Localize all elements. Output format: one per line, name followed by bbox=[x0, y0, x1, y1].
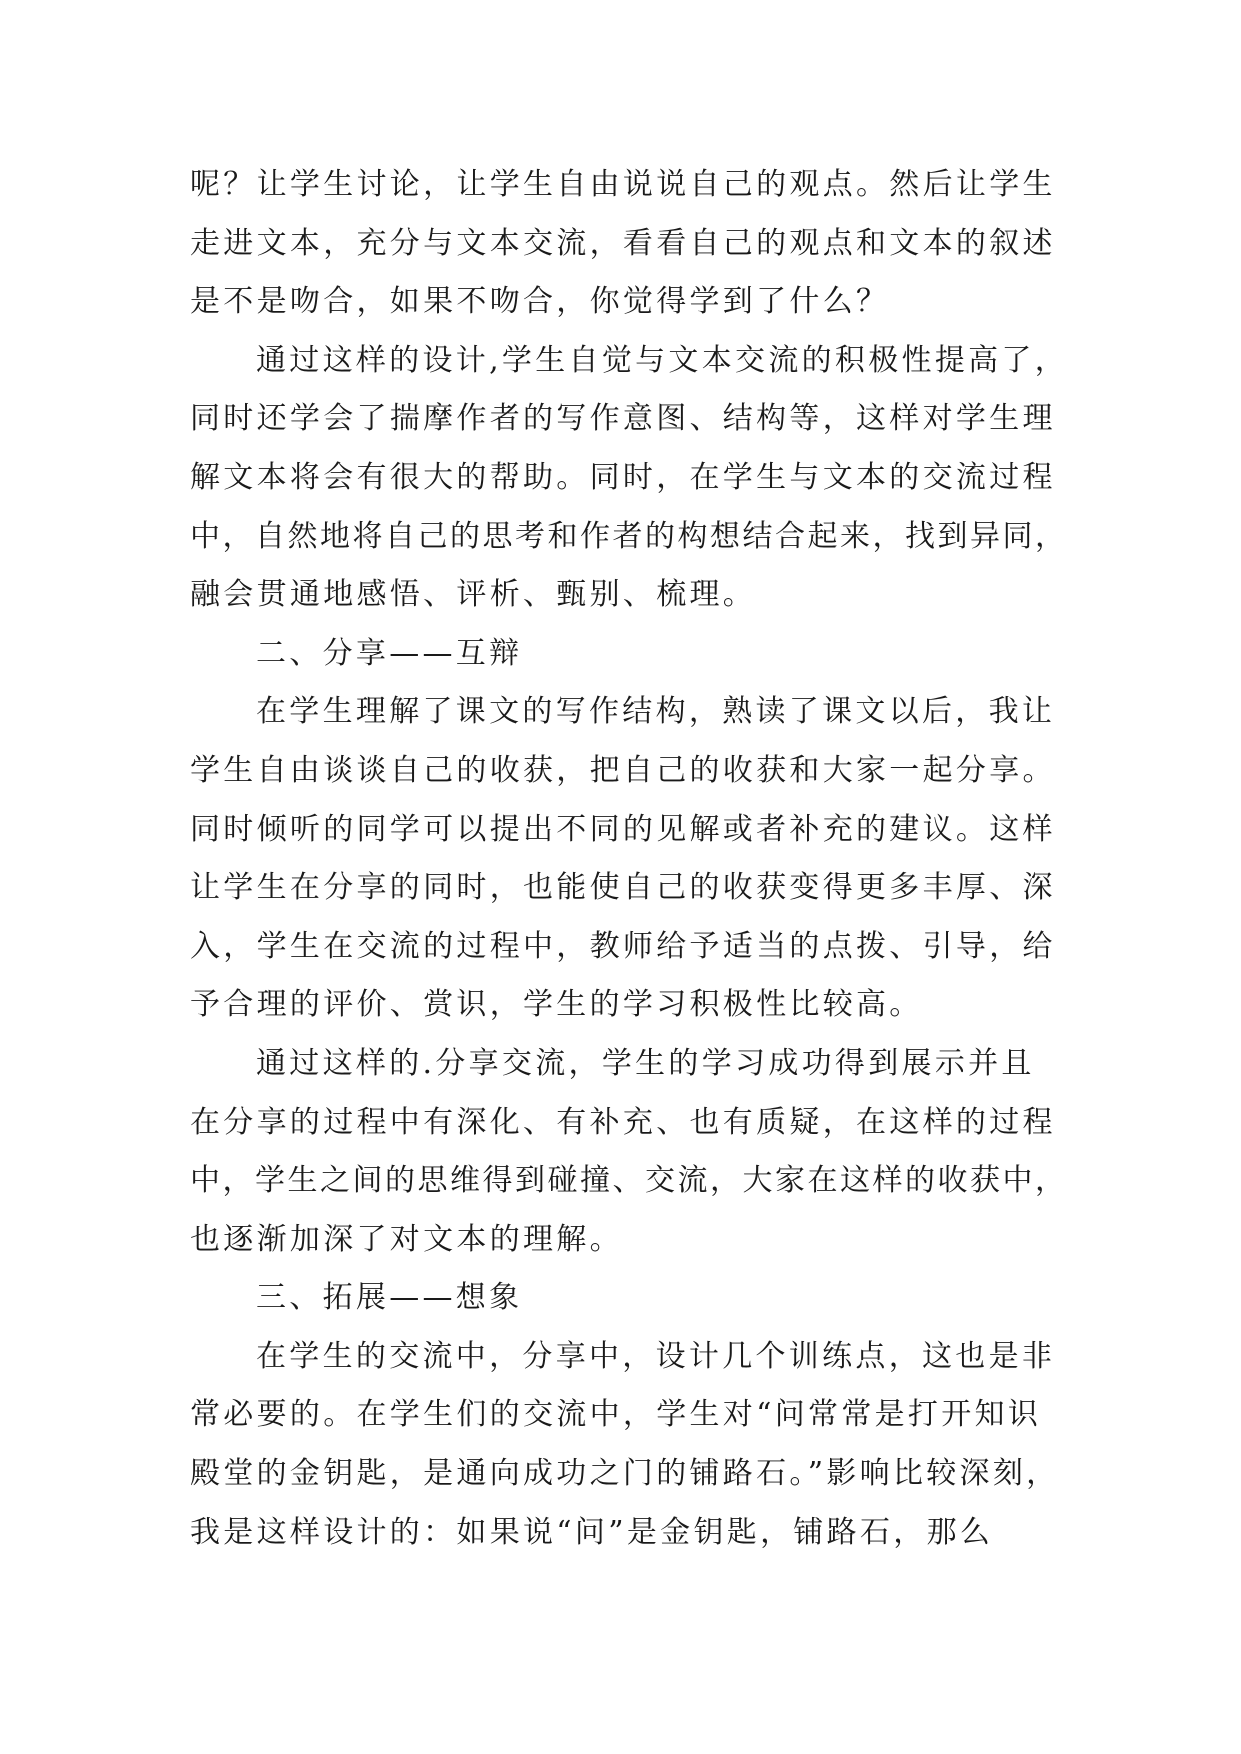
text-line: 予合理的评价、赏识，学生的学习积极性比较高。 bbox=[190, 987, 923, 1023]
text-line: 是不是吻合，如果不吻合，你觉得学到了什么？ bbox=[190, 284, 890, 320]
text-line: 融会贯通地感悟、评析、甄别、梳理。 bbox=[190, 577, 757, 613]
text-line: 让学生在分享的同时，也能使自己的收获变得更多丰厚、深 bbox=[190, 870, 1056, 906]
text-line: 同时倾听的同学可以提出不同的见解或者补充的建议。这样 bbox=[190, 811, 1056, 847]
text-line: 入，学生在交流的过程中，教师给予适当的点拨、引导，给 bbox=[190, 928, 1056, 964]
text-line: 通过这样的设计,学生自觉与文本交流的积极性提高了， bbox=[256, 342, 1069, 378]
text-line: 常必要的。在学生们的交流中，学生对“问常常是打开知识 bbox=[190, 1397, 1042, 1433]
text-line: 走进文本，充分与文本交流，看看自己的观点和文本的叙述 bbox=[190, 225, 1056, 261]
document-body bbox=[190, 156, 1070, 1562]
text-line: 通过这样的.分享交流，学生的学习成功得到展示并且 bbox=[256, 1045, 1035, 1081]
text-line: 学生自由谈谈自己的收获，把自己的收获和大家一起分享。 bbox=[190, 752, 1056, 788]
text-line: 中，学生之间的思维得到碰撞、交流，大家在这样的收获中， bbox=[190, 1163, 1068, 1199]
text-line: 在学生的交流中，分享中，设计几个训练点，这也是非 bbox=[256, 1338, 1056, 1374]
text-line: 也逐渐加深了对文本的理解。 bbox=[190, 1221, 623, 1257]
text-line: 三、拓展——想象 bbox=[256, 1280, 523, 1316]
text-line: 呢？让学生讨论，让学生自由说说自己的观点。然后让学生 bbox=[190, 167, 1056, 202]
text-line: 二、分享——互辩 bbox=[256, 635, 523, 671]
text-line: 中，自然地将自己的思考和作者的构想结合起来，找到异同， bbox=[190, 518, 1068, 554]
text-line: 殿堂的金钥匙，是通向成功之门的铺路石。”影响比较深刻， bbox=[190, 1456, 1060, 1492]
text-line: 在分享的过程中有深化、有补充、也有质疑，在这样的过程 bbox=[190, 1104, 1056, 1140]
text-line: 在学生理解了课文的写作结构，熟读了课文以后，我让 bbox=[256, 694, 1056, 730]
text-line: 同时还学会了揣摩作者的写作意图、结构等，这样对学生理 bbox=[190, 401, 1056, 437]
text-line: 我是这样设计的：如果说“问”是金钥匙，铺路石，那么 bbox=[190, 1514, 994, 1550]
text-line: 解文本将会有很大的帮助。同时，在学生与文本的交流过程 bbox=[190, 459, 1056, 495]
